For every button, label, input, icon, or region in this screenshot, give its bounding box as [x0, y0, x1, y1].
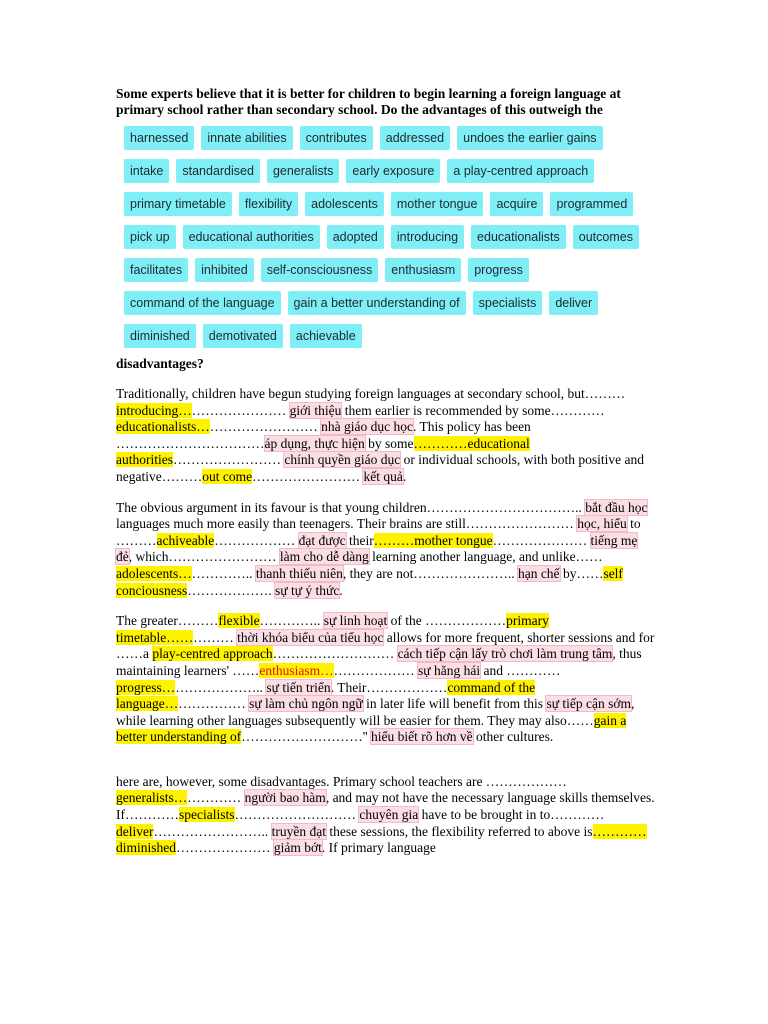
translation-note: người bao hàm — [244, 790, 326, 806]
word-chip[interactable]: command of the language — [124, 291, 281, 315]
translation-note: học, hiểu — [577, 516, 627, 532]
word-chip[interactable]: demotivated — [203, 324, 283, 348]
answer-highlight: flexible — [218, 613, 260, 629]
word-chip[interactable]: achievable — [290, 324, 362, 348]
translation-note: truyền đạt — [271, 823, 326, 839]
text: , while learning other languages subsequently will be easier for them. They may also…… — [116, 696, 635, 728]
word-chip[interactable]: introducing — [391, 225, 464, 249]
translation-note: sự làm chủ ngôn ngữ — [249, 696, 363, 712]
translation-note: thanh thiếu niên — [255, 565, 343, 581]
word-chip[interactable]: adopted — [327, 225, 384, 249]
text: , thus maintaining learners' …… — [116, 646, 642, 678]
word-chip[interactable]: adolescents — [305, 192, 384, 216]
word-chip[interactable]: outcomes — [573, 225, 639, 249]
text: . If primary language — [321, 840, 436, 856]
text: , they are not………………….. — [342, 565, 515, 581]
answer-highlight: generalists… — [116, 790, 188, 806]
word-chip[interactable]: a play-centred approach — [447, 159, 594, 183]
word-chip[interactable]: flexibility — [239, 192, 298, 216]
text: these sessions, the flexibility referred to above is — [325, 823, 593, 839]
text: here are, however, some disadvantages. Primary school teachers are ……………… — [116, 773, 567, 789]
text: . This policy has been …………………………… — [116, 419, 531, 451]
word-chip[interactable]: pick up — [124, 225, 176, 249]
translation-note: sự tự ý thức — [275, 582, 340, 598]
answer-highlight: play-centred approach — [152, 646, 273, 662]
translation-note: sự tiến triển — [266, 679, 331, 695]
translation-note: thời khóa biểu của tiểu học — [237, 629, 384, 645]
text: or individual schools, with both positive and negative……… — [116, 452, 644, 484]
text: …………… — [178, 696, 246, 712]
translation-note: làm cho dễ dàng — [279, 549, 369, 565]
text: ……………… — [333, 662, 415, 678]
answer-highlight: command of the language… — [116, 679, 536, 712]
answer-highlight: self conciousness — [116, 565, 623, 598]
translation-note: bắt đầu học — [585, 499, 648, 515]
text: ………….. — [259, 613, 321, 629]
text: ……………….. — [175, 679, 263, 695]
translation-note: sự linh hoạt — [323, 613, 388, 629]
word-chip[interactable]: diminished — [124, 324, 196, 348]
word-chip[interactable]: early exposure — [346, 159, 440, 183]
text: The greater……… — [116, 613, 219, 629]
translation-note: áp dụng, thực hiện — [264, 435, 365, 451]
essay-prompt: Some experts believe that it is better for children to begin learning a foreign language at primary school rather than secondary school. Do the advantages of this outweigh the — [116, 86, 621, 117]
text: ……………… — [214, 532, 296, 548]
translation-note: giới thiệu — [289, 402, 342, 418]
text: ………… — [187, 790, 242, 806]
answer-highlight: deliver — [116, 823, 154, 839]
answer-highlight: …………educational authorities — [116, 435, 530, 468]
text: by some — [364, 435, 414, 451]
answer-highlight: educationalists… — [116, 419, 210, 435]
text: ………………………'' — [241, 729, 368, 745]
text: . Their……………… — [330, 679, 448, 695]
answer-highlight: adolescents… — [116, 565, 192, 581]
translation-note: cách tiếp cận lấy trò chơi làm trung tâm — [397, 646, 613, 662]
paragraph-2 — [116, 500, 656, 600]
text: languages much more easily than teenagers. Their brains are still…………………… — [116, 516, 574, 532]
text: learning another language, and unlike…… — [368, 549, 603, 565]
text: The obvious argument in its favour is that young children…………………………….. — [116, 499, 582, 515]
text: , which…………………… — [128, 549, 277, 565]
answer-highlight: introducing… — [116, 402, 192, 418]
essay-page — [116, 86, 656, 857]
translation-note: đạt được — [298, 532, 346, 548]
text: . — [402, 468, 407, 484]
translation-note: kết quả — [363, 468, 403, 484]
text: ……………………… — [272, 646, 395, 662]
answer-highlight: specialists — [179, 807, 235, 823]
answer-highlight: achiveable — [156, 532, 215, 548]
answer-highlight: …………diminished — [116, 823, 647, 856]
word-bank — [124, 126, 644, 348]
answer-highlight: gain a better understanding of — [116, 712, 627, 745]
word-chip[interactable]: addressed — [380, 126, 450, 150]
paragraph-1 — [116, 386, 656, 486]
word-chip[interactable]: gain a better understanding of — [288, 291, 466, 315]
text: other cultures. — [472, 729, 554, 745]
translation-note: sự hăng hái — [418, 662, 481, 678]
paragraph-3 — [116, 613, 656, 746]
text: …………………….. — [153, 823, 269, 839]
translation-note: chính quyền giáo dục — [284, 452, 401, 468]
text: ………………… — [176, 840, 271, 856]
essay-prompt-end: disadvantages? — [116, 356, 204, 371]
paragraph-4 — [116, 774, 656, 857]
word-chip[interactable]: contributes — [300, 126, 373, 150]
translation-note: hiểu biết rõ hơn về — [370, 729, 473, 745]
text: …………………… — [173, 452, 281, 468]
word-chip[interactable]: acquire — [490, 192, 543, 216]
translation-note: chuyên gia — [359, 807, 419, 823]
text: ……………………… — [234, 807, 356, 823]
word-chip[interactable]: standardised — [176, 159, 260, 183]
text: , and may not have the necessary language skills themselves. If………… — [116, 790, 655, 823]
word-chip[interactable]: innate abilities — [201, 126, 292, 150]
text: of the ……………… — [387, 613, 507, 629]
translation-note: giảm bớt — [273, 840, 322, 856]
text: ……… — [193, 629, 234, 645]
text: ………………… — [191, 402, 287, 418]
answer-highlight: primary timetable…… — [116, 613, 549, 645]
text: allows for more frequent, shorter sessions and for ……a — [116, 629, 655, 662]
text: ………………. — [187, 582, 272, 598]
word-chip[interactable]: educational authorities — [183, 225, 320, 249]
text: …………………… — [252, 468, 361, 484]
text: to ……… — [116, 516, 641, 548]
word-chip[interactable]: facilitates — [124, 258, 188, 282]
text: by…… — [559, 565, 604, 581]
translation-note: sự tiếp cận sớm — [546, 696, 632, 712]
word-chip[interactable]: generalists — [267, 159, 339, 183]
translation-note: tiếng mẹ đẻ — [116, 532, 638, 565]
word-chip[interactable]: intake — [124, 159, 169, 183]
text: …………………… — [209, 419, 318, 435]
word-chip[interactable]: undoes the earlier gains — [457, 126, 602, 150]
answer-highlight: ………mother tongue — [373, 532, 493, 548]
translation-note: nhà giáo dục học — [321, 419, 413, 435]
word-chip[interactable]: primary timetable — [124, 192, 232, 216]
text: have to be brought in to………… — [418, 807, 605, 823]
text: in later life will benefit from this — [362, 696, 547, 712]
word-chip[interactable]: specialists — [473, 291, 543, 315]
answer-highlight: enthusiasm… — [259, 662, 334, 678]
text: . — [339, 582, 343, 598]
word-chip[interactable]: educationalists — [471, 225, 566, 249]
word-chip[interactable]: progress — [468, 258, 529, 282]
text: ………….. — [191, 565, 253, 581]
answer-highlight: progress… — [116, 679, 176, 695]
word-chip[interactable]: mother tongue — [391, 192, 484, 216]
text: ………………… — [492, 532, 588, 548]
word-chip[interactable]: harnessed — [124, 126, 194, 150]
word-chip[interactable]: enthusiasm — [385, 258, 461, 282]
word-chip[interactable]: deliver — [549, 291, 598, 315]
translation-note: hạn chế — [517, 565, 560, 581]
word-chip[interactable]: inhibited — [195, 258, 254, 282]
text: their — [345, 532, 374, 548]
text: Traditionally, children have begun studying foreign languages at secondary school, but……… — [116, 386, 626, 401]
text: them earlier is recommended by some………… — [341, 402, 605, 418]
word-chip[interactable]: programmed — [550, 192, 633, 216]
answer-highlight: out come — [202, 468, 253, 484]
word-chip[interactable]: self-consciousness — [261, 258, 379, 282]
text: and ………… — [480, 662, 561, 678]
